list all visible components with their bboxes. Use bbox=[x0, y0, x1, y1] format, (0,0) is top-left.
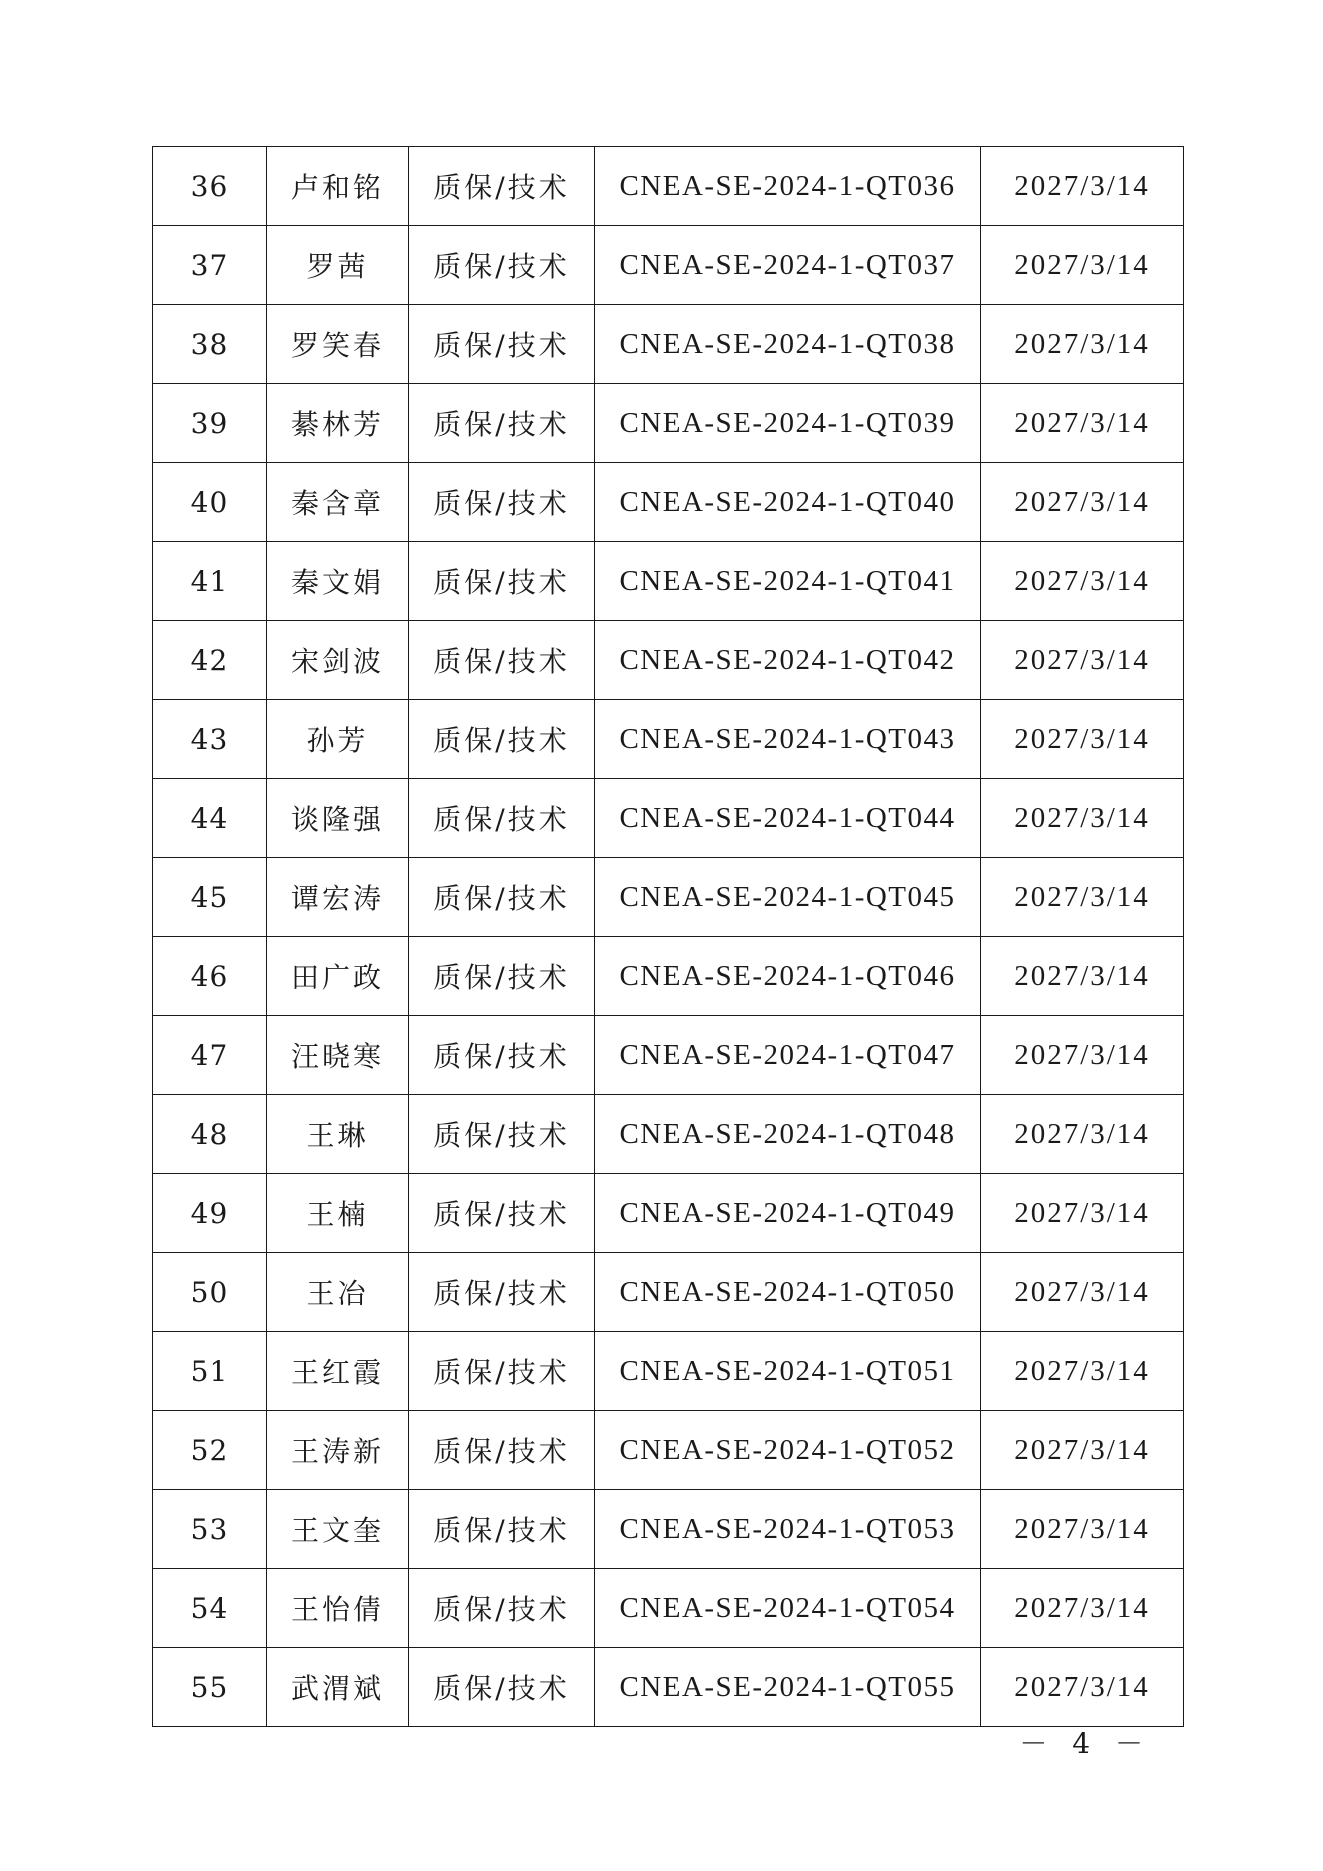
table-row bbox=[153, 1095, 1184, 1174]
expiry-date-cell: 2027/3/14 bbox=[981, 700, 1184, 779]
expiry-date-cell: 2027/3/14 bbox=[981, 305, 1184, 384]
person-name-cell: 王红霞 bbox=[267, 1332, 409, 1411]
certificate-number-cell: CNEA-SE-2024-1-QT047 bbox=[595, 1016, 981, 1095]
person-name-cell: 谭宏涛 bbox=[267, 858, 409, 937]
row-number-cell: 55 bbox=[153, 1648, 267, 1727]
table-row bbox=[153, 305, 1184, 384]
row-number-cell: 47 bbox=[153, 1016, 267, 1095]
person-name-cell: 秦含章 bbox=[267, 463, 409, 542]
expiry-date-cell: 2027/3/14 bbox=[981, 463, 1184, 542]
table-row bbox=[153, 621, 1184, 700]
expiry-date-cell: 2027/3/14 bbox=[981, 226, 1184, 305]
certificate-number-cell: CNEA-SE-2024-1-QT050 bbox=[595, 1253, 981, 1332]
role-cell: 质保/技术 bbox=[409, 700, 595, 779]
role-cell: 质保/技术 bbox=[409, 147, 595, 226]
role-cell: 质保/技术 bbox=[409, 226, 595, 305]
row-number-cell: 36 bbox=[153, 147, 267, 226]
person-name-cell: 綦林芳 bbox=[267, 384, 409, 463]
person-name-cell: 王楠 bbox=[267, 1174, 409, 1253]
table-row bbox=[153, 858, 1184, 937]
table-row bbox=[153, 1490, 1184, 1569]
person-name-cell: 宋剑波 bbox=[267, 621, 409, 700]
personnel-table bbox=[152, 146, 1184, 1727]
person-name-cell: 秦文娟 bbox=[267, 542, 409, 621]
row-number-cell: 52 bbox=[153, 1411, 267, 1490]
expiry-date-cell: 2027/3/14 bbox=[981, 937, 1184, 1016]
person-name-cell: 王冶 bbox=[267, 1253, 409, 1332]
person-name-cell: 王怡倩 bbox=[267, 1569, 409, 1648]
role-cell: 质保/技术 bbox=[409, 305, 595, 384]
row-number-cell: 51 bbox=[153, 1332, 267, 1411]
certificate-number-cell: CNEA-SE-2024-1-QT044 bbox=[595, 779, 981, 858]
certificate-number-cell: CNEA-SE-2024-1-QT055 bbox=[595, 1648, 981, 1727]
table-row bbox=[153, 1332, 1184, 1411]
role-cell: 质保/技术 bbox=[409, 1490, 595, 1569]
person-name-cell: 汪晓寒 bbox=[267, 1016, 409, 1095]
table-row bbox=[153, 1569, 1184, 1648]
expiry-date-cell: 2027/3/14 bbox=[981, 858, 1184, 937]
person-name-cell: 王文奎 bbox=[267, 1490, 409, 1569]
role-cell: 质保/技术 bbox=[409, 542, 595, 621]
expiry-date-cell: 2027/3/14 bbox=[981, 384, 1184, 463]
expiry-date-cell: 2027/3/14 bbox=[981, 779, 1184, 858]
table-row bbox=[153, 147, 1184, 226]
certificate-number-cell: CNEA-SE-2024-1-QT054 bbox=[595, 1569, 981, 1648]
table-row bbox=[153, 463, 1184, 542]
expiry-date-cell: 2027/3/14 bbox=[981, 542, 1184, 621]
role-cell: 质保/技术 bbox=[409, 384, 595, 463]
expiry-date-cell: 2027/3/14 bbox=[981, 1490, 1184, 1569]
certificate-number-cell: CNEA-SE-2024-1-QT036 bbox=[595, 147, 981, 226]
expiry-date-cell: 2027/3/14 bbox=[981, 1569, 1184, 1648]
person-name-cell: 孙芳 bbox=[267, 700, 409, 779]
certificate-number-cell: CNEA-SE-2024-1-QT051 bbox=[595, 1332, 981, 1411]
table-row bbox=[153, 937, 1184, 1016]
page-number: － 4 － bbox=[1019, 1727, 1151, 1760]
table-row bbox=[153, 542, 1184, 621]
row-number-cell: 44 bbox=[153, 779, 267, 858]
row-number-cell: 48 bbox=[153, 1095, 267, 1174]
certificate-number-cell: CNEA-SE-2024-1-QT049 bbox=[595, 1174, 981, 1253]
row-number-cell: 39 bbox=[153, 384, 267, 463]
row-number-cell: 42 bbox=[153, 621, 267, 700]
role-cell: 质保/技术 bbox=[409, 1648, 595, 1727]
certificate-number-cell: CNEA-SE-2024-1-QT041 bbox=[595, 542, 981, 621]
certificate-number-cell: CNEA-SE-2024-1-QT045 bbox=[595, 858, 981, 937]
role-cell: 质保/技术 bbox=[409, 858, 595, 937]
role-cell: 质保/技术 bbox=[409, 937, 595, 1016]
row-number-cell: 46 bbox=[153, 937, 267, 1016]
table-row bbox=[153, 700, 1184, 779]
role-cell: 质保/技术 bbox=[409, 1016, 595, 1095]
expiry-date-cell: 2027/3/14 bbox=[981, 147, 1184, 226]
expiry-date-cell: 2027/3/14 bbox=[981, 621, 1184, 700]
personnel-table-body bbox=[153, 147, 1184, 1727]
certificate-number-cell: CNEA-SE-2024-1-QT039 bbox=[595, 384, 981, 463]
expiry-date-cell: 2027/3/14 bbox=[981, 1174, 1184, 1253]
person-name-cell: 王琳 bbox=[267, 1095, 409, 1174]
row-number-cell: 49 bbox=[153, 1174, 267, 1253]
person-name-cell: 卢和铭 bbox=[267, 147, 409, 226]
expiry-date-cell: 2027/3/14 bbox=[981, 1411, 1184, 1490]
table-row bbox=[153, 1253, 1184, 1332]
person-name-cell: 罗茜 bbox=[267, 226, 409, 305]
certificate-number-cell: CNEA-SE-2024-1-QT053 bbox=[595, 1490, 981, 1569]
table-row bbox=[153, 1648, 1184, 1727]
row-number-cell: 37 bbox=[153, 226, 267, 305]
table-row bbox=[153, 1411, 1184, 1490]
table-row bbox=[153, 226, 1184, 305]
role-cell: 质保/技术 bbox=[409, 1332, 595, 1411]
row-number-cell: 53 bbox=[153, 1490, 267, 1569]
row-number-cell: 50 bbox=[153, 1253, 267, 1332]
person-name-cell: 罗笑春 bbox=[267, 305, 409, 384]
table-row bbox=[153, 779, 1184, 858]
row-number-cell: 40 bbox=[153, 463, 267, 542]
certificate-number-cell: CNEA-SE-2024-1-QT048 bbox=[595, 1095, 981, 1174]
role-cell: 质保/技术 bbox=[409, 1174, 595, 1253]
role-cell: 质保/技术 bbox=[409, 1569, 595, 1648]
table-row bbox=[153, 1016, 1184, 1095]
row-number-cell: 43 bbox=[153, 700, 267, 779]
role-cell: 质保/技术 bbox=[409, 1095, 595, 1174]
person-name-cell: 田广政 bbox=[267, 937, 409, 1016]
certificate-number-cell: CNEA-SE-2024-1-QT042 bbox=[595, 621, 981, 700]
certificate-number-cell: CNEA-SE-2024-1-QT052 bbox=[595, 1411, 981, 1490]
row-number-cell: 54 bbox=[153, 1569, 267, 1648]
role-cell: 质保/技术 bbox=[409, 779, 595, 858]
role-cell: 质保/技术 bbox=[409, 621, 595, 700]
certificate-number-cell: CNEA-SE-2024-1-QT038 bbox=[595, 305, 981, 384]
certificate-number-cell: CNEA-SE-2024-1-QT043 bbox=[595, 700, 981, 779]
certificate-number-cell: CNEA-SE-2024-1-QT037 bbox=[595, 226, 981, 305]
expiry-date-cell: 2027/3/14 bbox=[981, 1095, 1184, 1174]
table-row bbox=[153, 384, 1184, 463]
role-cell: 质保/技术 bbox=[409, 463, 595, 542]
certificate-number-cell: CNEA-SE-2024-1-QT040 bbox=[595, 463, 981, 542]
expiry-date-cell: 2027/3/14 bbox=[981, 1648, 1184, 1727]
expiry-date-cell: 2027/3/14 bbox=[981, 1332, 1184, 1411]
person-name-cell: 谈隆强 bbox=[267, 779, 409, 858]
certificate-number-cell: CNEA-SE-2024-1-QT046 bbox=[595, 937, 981, 1016]
role-cell: 质保/技术 bbox=[409, 1411, 595, 1490]
person-name-cell: 武渭斌 bbox=[267, 1648, 409, 1727]
person-name-cell: 王涛新 bbox=[267, 1411, 409, 1490]
expiry-date-cell: 2027/3/14 bbox=[981, 1253, 1184, 1332]
expiry-date-cell: 2027/3/14 bbox=[981, 1016, 1184, 1095]
row-number-cell: 45 bbox=[153, 858, 267, 937]
role-cell: 质保/技术 bbox=[409, 1253, 595, 1332]
table-row bbox=[153, 1174, 1184, 1253]
row-number-cell: 41 bbox=[153, 542, 267, 621]
row-number-cell: 38 bbox=[153, 305, 267, 384]
